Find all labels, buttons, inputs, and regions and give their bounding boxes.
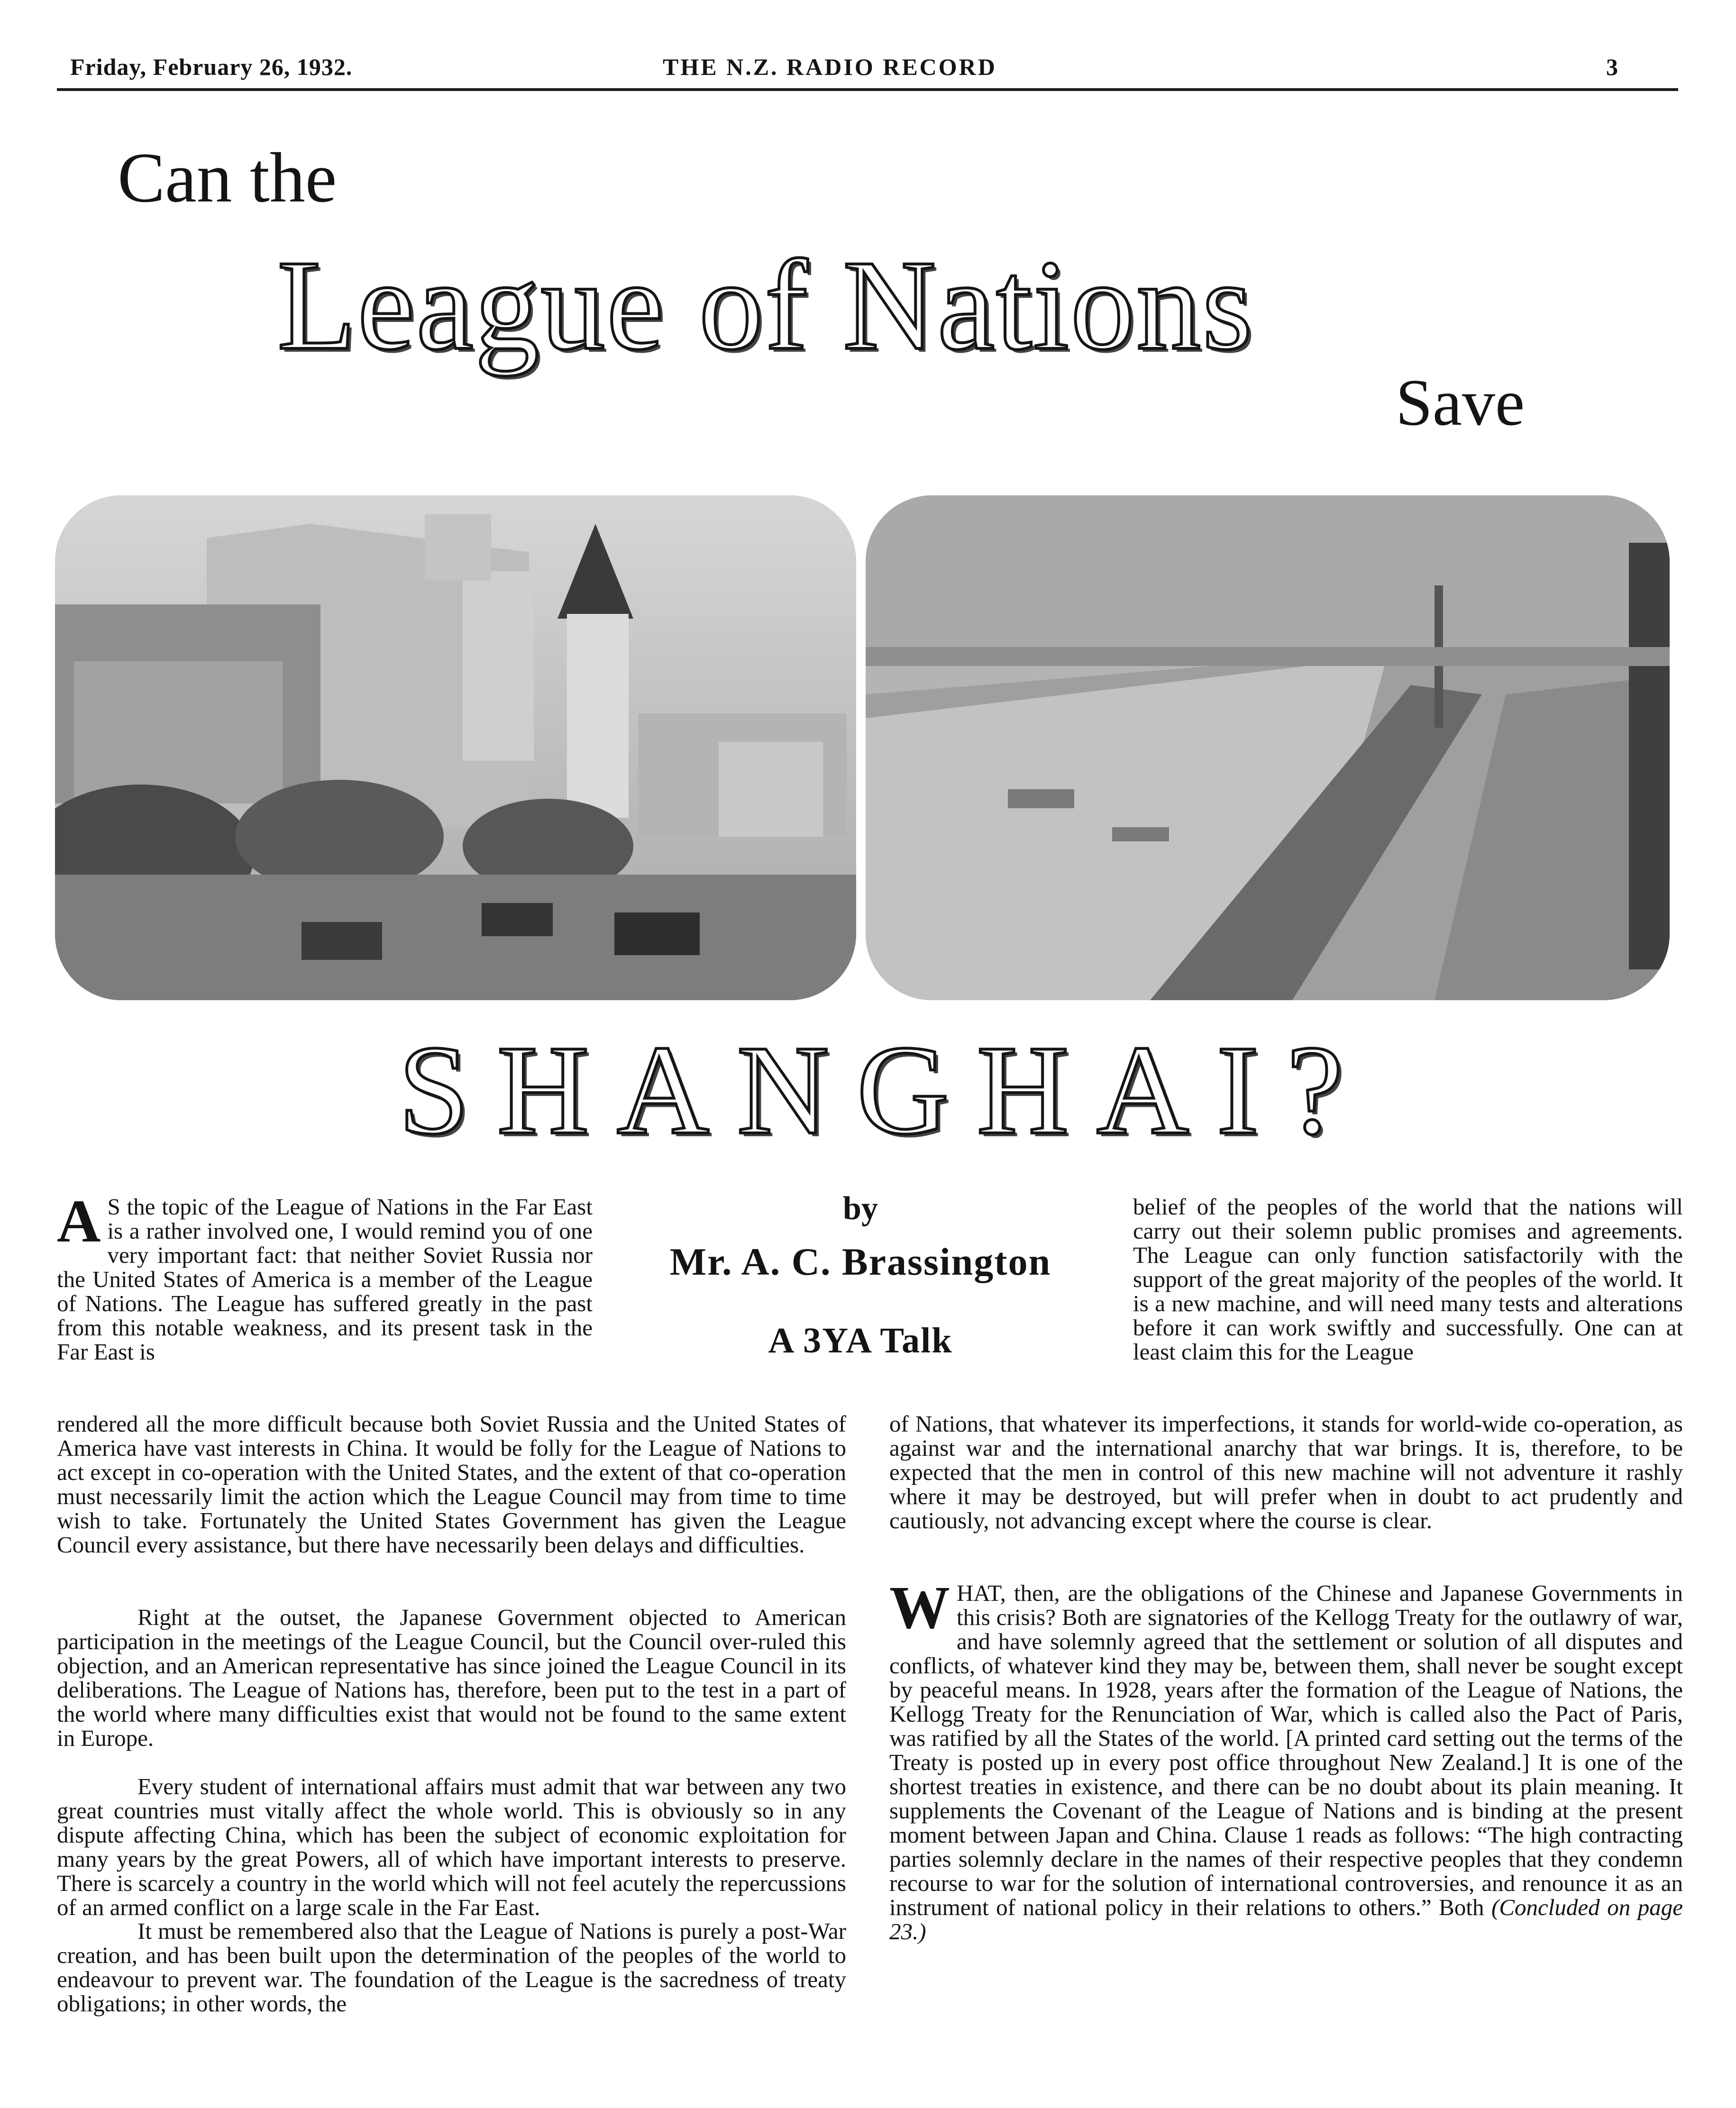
article-col1-main: rendered all the more difficult because both Soviet Russia and the United States of America have vast interests in China. It would be folly for the League of Nations to act except in co-operation with the United States, and the extent of that co-operation must necessarily limit the action which the League Council may from time to time wish to take. Fortunately the United States Government has given the League Council every assistance, but there have necessarily been delays and difficulties. — [57, 1411, 846, 1558]
drop-cap-w: W — [889, 1574, 950, 1641]
photo-shanghai-river-waterfront — [866, 495, 1670, 1000]
headline-shanghai: SHANGHAI? — [398, 1019, 1371, 1161]
article-col1-paragraph-2 — [57, 1605, 846, 1750]
header-page-number: 3 — [1606, 54, 1618, 80]
article-col2-top: belief of the peoples of the world that the nations will carry out their solemn public promises and agreements. The League can only function satisfactorily with the support of the great majority of the peoples of the world. It is a new machine, and will need many tests and alterations before it can work swiftly and successfully. One can at least claim this for the League — [1133, 1194, 1683, 1365]
article-col1-p2-text: Right at the outset, the Japanese Government objected to American participation in the meetings of the League Council, but the Council over-ruled this objection, and an American representative has since joined the League Council in its deliberations. The League of Nations has, therefore, been put to the test in a part of the world where many difficulties exist that would not be found to the same extent in Europe. — [57, 1604, 846, 1751]
headline-can-the: Can the — [118, 138, 337, 217]
article-col1-p4-text: It must be remembered also that the League of Nations is purely a post-War creation, and has been built upon the determination of the peoples of the world to endeavour to prevent war. The foundation of the League is the sacredness of treaty obligations; in other words, the — [57, 1918, 846, 2017]
article-col2-p2-text: HAT, then, are the obligations of the Chinese and Japanese Governments in this crisis? Both are signatories of the Kellogg Treaty for the outlawry of war, and have solemnly agreed that the settlement or solution of all disputes and conflicts, of whatever kind they may be, between them, shall never be sought except by peaceful means. In 1928, years after the formation of the League of Nations, the Kellogg Treaty for the Renunciation of War, which is called also the Pact of Paris, was ratified by all the States of the world. [A printed card setting out the terms of the Treaty is posted up in every post office throughout New Zealand.] It is one of the shortest treaties in existence, and there can be no doubt about its plain meaning. It supplements the Covenant of the League of Nations and is binding at the present moment between Japan and China. Clause 1 reads as follows: “The high contracting parties solemnly declare in the names of their respective peoples that they condemn recourse to war for the solution of international controversies, and renounce it as an instrument of national policy in their relations to others.” Both — [889, 1580, 1683, 1920]
article-col1-paragraph-4 — [57, 1919, 846, 2016]
article-col1-top-text: S the topic of the League of Nations in the Far East is a rather involved one, I would remind you of one very important fact: that neither Soviet Russia nor the United States of America is a member of the League of Nations. The League has suffered greatly in the past from this notable weakness, and its present task in the Far East is — [57, 1194, 593, 1365]
continuation-note: (Concluded on page 23.) — [889, 1894, 1683, 1944]
header-publication: THE N.Z. RADIO RECORD — [663, 54, 997, 80]
byline-author: Mr. A. C. Brassington — [669, 1240, 1051, 1283]
article-column-1-intro — [57, 1187, 593, 1365]
article-col2-paragraph-2 — [889, 1574, 1683, 1944]
headline-league-of-nations: League of Nations — [277, 234, 1254, 376]
article-col1-paragraph-3 — [57, 1774, 846, 1919]
byline-talk-label: A 3YA Talk — [768, 1321, 953, 1360]
photo-shanghai-bund-buildings — [55, 495, 856, 1000]
byline-by: by — [843, 1190, 878, 1227]
article-col2-main: of Nations, that whatever its imperfections, it stands for world-wide co-operation, as against war and the international anarchy that war brings. It is, therefore, to be expected that the men in control of this new machine will not adventure it rashly where it may be destroyed, but will prefer when in doubt to act prudently and cautiously, not advancing except where the course is clear. — [889, 1411, 1683, 1533]
headline-save: Save — [1396, 366, 1525, 439]
header-rule — [57, 88, 1678, 91]
header-date: Friday, February 26, 1932. — [70, 54, 353, 80]
article-col1-p3-text: Every student of international affairs must admit that war between any two great countries must vitally affect the whole world. This is obviously so in any dispute affecting China, which has been the subject of economic exploitation for many years by the great Powers, all of which have important interests to preserve. There is scarcely a country in the world which will not feel acutely the repercussions of an armed conflict on a large scale in the Far East. — [57, 1773, 846, 1920]
drop-cap-a: A — [57, 1187, 101, 1255]
